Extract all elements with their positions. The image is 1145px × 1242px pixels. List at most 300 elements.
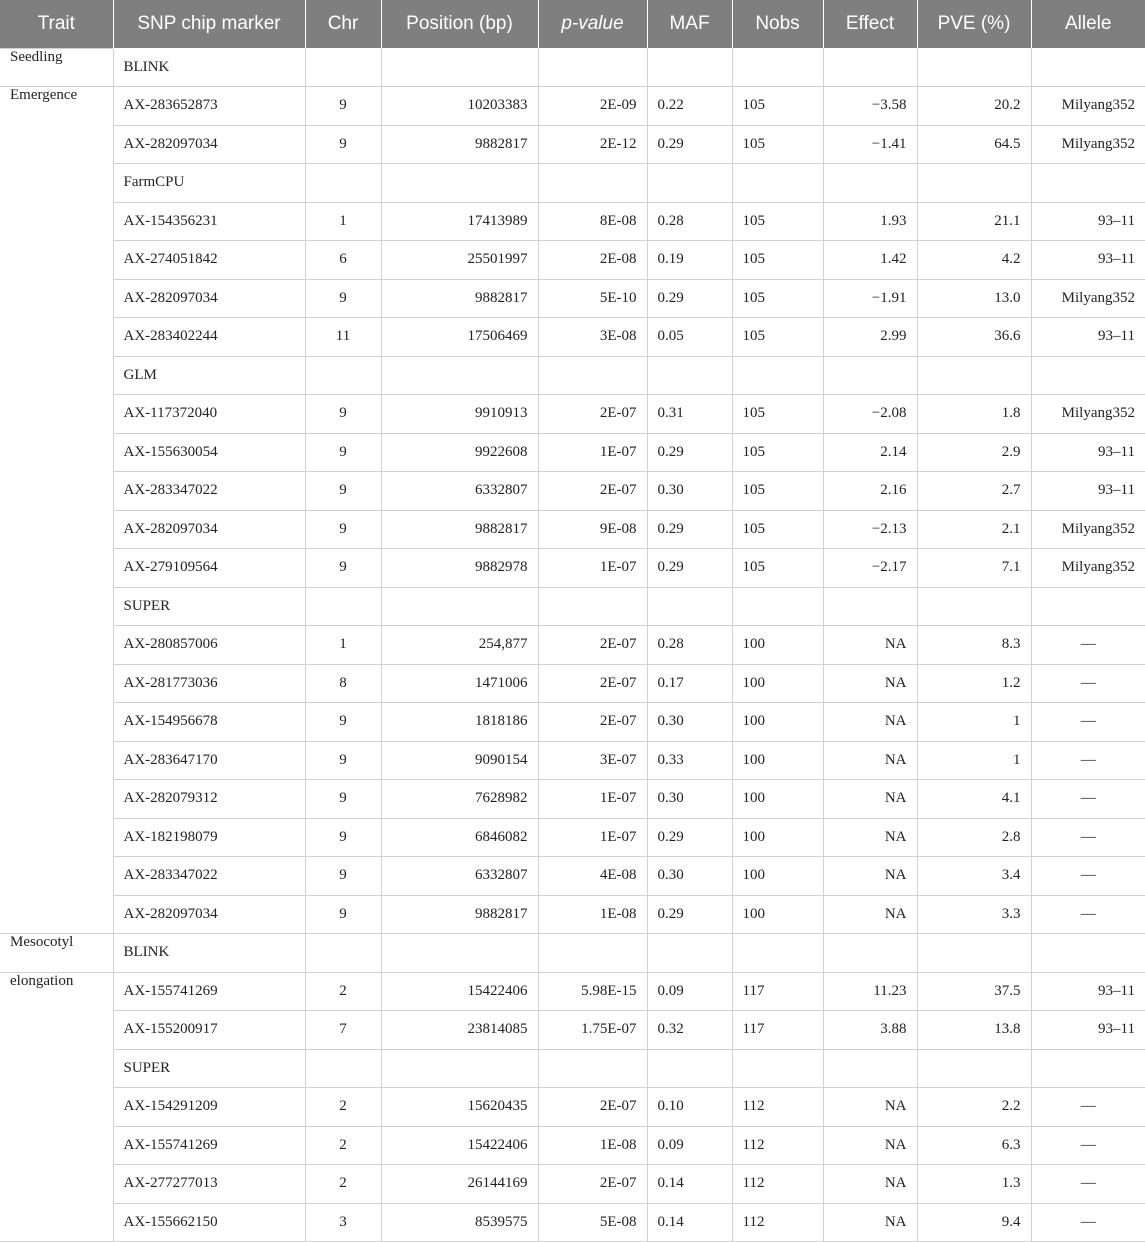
- cell-pve: 4.2: [917, 241, 1031, 280]
- cell-effect: 1.93: [823, 202, 917, 241]
- cell-pve: [917, 587, 1031, 626]
- cell-p-value: [538, 164, 647, 203]
- cell-p-value: 2E-07: [538, 395, 647, 434]
- cell-snp-marker: AX-277277013: [113, 1165, 305, 1204]
- cell-maf: 0.29: [647, 895, 732, 934]
- cell-effect: −1.41: [823, 125, 917, 164]
- cell-snp-marker: AX-283402244: [113, 318, 305, 357]
- cell-chr: 9: [305, 433, 381, 472]
- cell-p-value: 2E-07: [538, 472, 647, 511]
- cell-p-value: 5.98E-15: [538, 972, 647, 1011]
- cell-position: [381, 1049, 538, 1088]
- cell-nobs: [732, 356, 823, 395]
- cell-snp-marker: GLM: [113, 356, 305, 395]
- cell-chr: [305, 164, 381, 203]
- cell-snp-marker: AX-182198079: [113, 818, 305, 857]
- cell-nobs: 100: [732, 857, 823, 896]
- cell-pve: 2.7: [917, 472, 1031, 511]
- cell-chr: 9: [305, 510, 381, 549]
- cell-pve: 3.4: [917, 857, 1031, 896]
- cell-chr: 9: [305, 780, 381, 819]
- cell-trait: Mesocotyl: [0, 934, 113, 973]
- cell-maf: 0.30: [647, 857, 732, 896]
- cell-maf: 0.09: [647, 972, 732, 1011]
- table-row: [0, 895, 1145, 934]
- cell-pve: [917, 164, 1031, 203]
- cell-effect: 11.23: [823, 972, 917, 1011]
- cell-p-value: 1E-07: [538, 818, 647, 857]
- cell-maf: 0.29: [647, 433, 732, 472]
- cell-position: 9910913: [381, 395, 538, 434]
- cell-position: 9882817: [381, 510, 538, 549]
- cell-pve: 21.1: [917, 202, 1031, 241]
- cell-position: [381, 934, 538, 973]
- cell-position: 6332807: [381, 472, 538, 511]
- cell-chr: 9: [305, 857, 381, 896]
- table-row: [0, 1049, 1145, 1088]
- cell-nobs: 100: [732, 818, 823, 857]
- cell-p-value: 1E-07: [538, 780, 647, 819]
- cell-chr: 2: [305, 972, 381, 1011]
- cell-nobs: 105: [732, 279, 823, 318]
- cell-maf: 0.29: [647, 549, 732, 588]
- cell-trait: [0, 1049, 113, 1088]
- cell-pve: 1: [917, 741, 1031, 780]
- cell-chr: [305, 1049, 381, 1088]
- table-row: [0, 433, 1145, 472]
- cell-nobs: [732, 934, 823, 973]
- cell-effect: NA: [823, 1165, 917, 1204]
- cell-nobs: 105: [732, 202, 823, 241]
- cell-snp-marker: AX-283647170: [113, 741, 305, 780]
- cell-allele: —: [1031, 1165, 1145, 1204]
- cell-p-value: 2E-07: [538, 1088, 647, 1127]
- cell-position: 9882817: [381, 279, 538, 318]
- cell-maf: [647, 48, 732, 87]
- header-p-value: p-value: [538, 0, 647, 48]
- cell-position: 1818186: [381, 703, 538, 742]
- cell-snp-marker: AX-279109564: [113, 549, 305, 588]
- cell-trait: [0, 202, 113, 241]
- cell-chr: 9: [305, 741, 381, 780]
- cell-allele: Milyang352: [1031, 279, 1145, 318]
- cell-allele: —: [1031, 895, 1145, 934]
- cell-effect: 1.42: [823, 241, 917, 280]
- cell-position: 23814085: [381, 1011, 538, 1050]
- cell-position: 7628982: [381, 780, 538, 819]
- cell-maf: [647, 587, 732, 626]
- cell-p-value: 3E-07: [538, 741, 647, 780]
- header-snp-marker: SNP chip marker: [113, 0, 305, 48]
- cell-pve: 1: [917, 703, 1031, 742]
- cell-trait: [0, 741, 113, 780]
- table-row: [0, 1088, 1145, 1127]
- table-header: [0, 0, 1145, 48]
- cell-maf: 0.29: [647, 125, 732, 164]
- cell-snp-marker: AX-155200917: [113, 1011, 305, 1050]
- cell-allele: —: [1031, 857, 1145, 896]
- cell-pve: 8.3: [917, 626, 1031, 665]
- cell-effect: NA: [823, 703, 917, 742]
- cell-allele: —: [1031, 664, 1145, 703]
- cell-allele: [1031, 1049, 1145, 1088]
- cell-pve: 13.0: [917, 279, 1031, 318]
- cell-position: 9882817: [381, 125, 538, 164]
- cell-trait: [0, 241, 113, 280]
- cell-pve: 37.5: [917, 972, 1031, 1011]
- header-pve: PVE (%): [917, 0, 1031, 48]
- table-row: [0, 741, 1145, 780]
- cell-snp-marker: AX-274051842: [113, 241, 305, 280]
- cell-position: 9882978: [381, 549, 538, 588]
- cell-pve: 36.6: [917, 318, 1031, 357]
- cell-position: 15422406: [381, 1126, 538, 1165]
- cell-position: 1471006: [381, 664, 538, 703]
- cell-snp-marker: AX-283347022: [113, 472, 305, 511]
- cell-nobs: 105: [732, 510, 823, 549]
- cell-pve: 7.1: [917, 549, 1031, 588]
- header-maf: MAF: [647, 0, 732, 48]
- cell-effect: −3.58: [823, 87, 917, 126]
- cell-p-value: 1.75E-07: [538, 1011, 647, 1050]
- cell-pve: 64.5: [917, 125, 1031, 164]
- cell-pve: [917, 356, 1031, 395]
- cell-allele: Milyang352: [1031, 87, 1145, 126]
- cell-effect: [823, 164, 917, 203]
- cell-chr: [305, 48, 381, 87]
- cell-position: 15422406: [381, 972, 538, 1011]
- cell-trait: [0, 549, 113, 588]
- cell-nobs: 105: [732, 241, 823, 280]
- cell-allele: Milyang352: [1031, 395, 1145, 434]
- cell-allele: 93–11: [1031, 241, 1145, 280]
- cell-p-value: 2E-07: [538, 626, 647, 665]
- cell-position: 8539575: [381, 1203, 538, 1242]
- cell-effect: 2.99: [823, 318, 917, 357]
- table-row: [0, 125, 1145, 164]
- cell-nobs: 105: [732, 549, 823, 588]
- table-row: [0, 972, 1145, 1011]
- cell-nobs: 100: [732, 664, 823, 703]
- cell-maf: 0.31: [647, 395, 732, 434]
- cell-nobs: 112: [732, 1165, 823, 1204]
- cell-allele: Milyang352: [1031, 549, 1145, 588]
- cell-snp-marker: AX-154356231: [113, 202, 305, 241]
- cell-effect: 2.16: [823, 472, 917, 511]
- cell-effect: NA: [823, 626, 917, 665]
- cell-p-value: [538, 1049, 647, 1088]
- cell-position: [381, 587, 538, 626]
- cell-p-value: 5E-10: [538, 279, 647, 318]
- table-row: [0, 1011, 1145, 1050]
- cell-trait: elongation: [0, 972, 113, 1011]
- table-row: [0, 780, 1145, 819]
- cell-chr: [305, 587, 381, 626]
- cell-trait: [0, 1088, 113, 1127]
- cell-snp-marker: AX-282097034: [113, 510, 305, 549]
- cell-allele: —: [1031, 780, 1145, 819]
- cell-maf: 0.05: [647, 318, 732, 357]
- cell-trait: [0, 318, 113, 357]
- cell-trait: [0, 395, 113, 434]
- table-row: [0, 626, 1145, 665]
- cell-snp-marker: AX-282097034: [113, 125, 305, 164]
- cell-maf: 0.28: [647, 202, 732, 241]
- cell-allele: 93–11: [1031, 433, 1145, 472]
- cell-snp-marker: AX-154956678: [113, 703, 305, 742]
- cell-effect: NA: [823, 895, 917, 934]
- cell-trait: [0, 703, 113, 742]
- cell-pve: 2.8: [917, 818, 1031, 857]
- cell-effect: −2.08: [823, 395, 917, 434]
- cell-position: 17506469: [381, 318, 538, 357]
- cell-maf: 0.30: [647, 780, 732, 819]
- table-row: [0, 818, 1145, 857]
- cell-snp-marker: SUPER: [113, 1049, 305, 1088]
- cell-allele: —: [1031, 1126, 1145, 1165]
- cell-trait: [0, 626, 113, 665]
- cell-p-value: 2E-07: [538, 703, 647, 742]
- cell-snp-marker: AX-281773036: [113, 664, 305, 703]
- cell-maf: 0.22: [647, 87, 732, 126]
- cell-nobs: 100: [732, 895, 823, 934]
- cell-position: [381, 356, 538, 395]
- cell-nobs: [732, 1049, 823, 1088]
- table-row: [0, 510, 1145, 549]
- cell-snp-marker: AX-282097034: [113, 895, 305, 934]
- cell-effect: 3.88: [823, 1011, 917, 1050]
- table-row: [0, 279, 1145, 318]
- header-position: Position (bp): [381, 0, 538, 48]
- cell-allele: Milyang352: [1031, 510, 1145, 549]
- table-row: [0, 318, 1145, 357]
- cell-allele: [1031, 48, 1145, 87]
- cell-nobs: 105: [732, 87, 823, 126]
- cell-maf: 0.30: [647, 703, 732, 742]
- cell-trait: [0, 1126, 113, 1165]
- cell-allele: 93–11: [1031, 318, 1145, 357]
- table-row: [0, 587, 1145, 626]
- cell-position: 254,877: [381, 626, 538, 665]
- cell-trait: [0, 1011, 113, 1050]
- table-row: [0, 857, 1145, 896]
- cell-effect: −2.17: [823, 549, 917, 588]
- cell-snp-marker: BLINK: [113, 934, 305, 973]
- cell-nobs: 100: [732, 741, 823, 780]
- cell-allele: 93–11: [1031, 972, 1145, 1011]
- table-row: [0, 395, 1145, 434]
- table-row: [0, 356, 1145, 395]
- cell-chr: 9: [305, 472, 381, 511]
- cell-maf: 0.29: [647, 510, 732, 549]
- cell-nobs: 105: [732, 433, 823, 472]
- cell-allele: —: [1031, 1203, 1145, 1242]
- cell-effect: [823, 356, 917, 395]
- cell-snp-marker: AX-117372040: [113, 395, 305, 434]
- cell-trait: Emergence: [0, 87, 113, 126]
- cell-allele: Milyang352: [1031, 125, 1145, 164]
- cell-effect: [823, 48, 917, 87]
- cell-pve: 13.8: [917, 1011, 1031, 1050]
- cell-p-value: 2E-07: [538, 664, 647, 703]
- table-row: [0, 1126, 1145, 1165]
- table-row: [0, 472, 1145, 511]
- cell-pve: 3.3: [917, 895, 1031, 934]
- cell-p-value: [538, 356, 647, 395]
- cell-maf: 0.29: [647, 279, 732, 318]
- cell-p-value: [538, 587, 647, 626]
- cell-pve: 1.2: [917, 664, 1031, 703]
- cell-trait: [0, 356, 113, 395]
- cell-p-value: 2E-07: [538, 1165, 647, 1204]
- cell-effect: −2.13: [823, 510, 917, 549]
- cell-nobs: 112: [732, 1203, 823, 1242]
- cell-allele: 93–11: [1031, 1011, 1145, 1050]
- cell-trait: [0, 587, 113, 626]
- cell-allele: 93–11: [1031, 202, 1145, 241]
- header-chr: Chr: [305, 0, 381, 48]
- cell-effect: [823, 1049, 917, 1088]
- cell-nobs: 105: [732, 125, 823, 164]
- header-trait: Trait: [37, 12, 75, 34]
- cell-effect: NA: [823, 1126, 917, 1165]
- cell-position: 17413989: [381, 202, 538, 241]
- cell-snp-marker: AX-155630054: [113, 433, 305, 472]
- cell-trait: [0, 472, 113, 511]
- cell-trait: [0, 857, 113, 896]
- cell-effect: NA: [823, 818, 917, 857]
- cell-position: [381, 164, 538, 203]
- header-effect: Effect: [823, 0, 917, 48]
- cell-allele: —: [1031, 1088, 1145, 1127]
- cell-chr: 9: [305, 279, 381, 318]
- cell-p-value: 2E-09: [538, 87, 647, 126]
- cell-snp-marker: AX-155662150: [113, 1203, 305, 1242]
- cell-effect: [823, 934, 917, 973]
- cell-allele: —: [1031, 703, 1145, 742]
- cell-position: 9882817: [381, 895, 538, 934]
- cell-nobs: 112: [732, 1088, 823, 1127]
- cell-nobs: 100: [732, 703, 823, 742]
- cell-chr: 2: [305, 1126, 381, 1165]
- cell-chr: 6: [305, 241, 381, 280]
- cell-chr: 9: [305, 87, 381, 126]
- cell-snp-marker: AX-283652873: [113, 87, 305, 126]
- cell-maf: 0.17: [647, 664, 732, 703]
- cell-snp-marker: BLINK: [113, 48, 305, 87]
- table-row: [0, 241, 1145, 280]
- cell-chr: 11: [305, 318, 381, 357]
- cell-trait: Seedling: [0, 48, 113, 87]
- cell-allele: —: [1031, 741, 1145, 780]
- cell-nobs: [732, 164, 823, 203]
- cell-snp-marker: AX-280857006: [113, 626, 305, 665]
- cell-effect: NA: [823, 741, 917, 780]
- cell-snp-marker: AX-282097034: [113, 279, 305, 318]
- cell-pve: 20.2: [917, 87, 1031, 126]
- cell-p-value: 1E-07: [538, 549, 647, 588]
- cell-trait: [0, 780, 113, 819]
- cell-snp-marker: AX-282079312: [113, 780, 305, 819]
- cell-maf: 0.28: [647, 626, 732, 665]
- cell-effect: 2.14: [823, 433, 917, 472]
- cell-p-value: 2E-12: [538, 125, 647, 164]
- cell-nobs: [732, 48, 823, 87]
- cell-allele: 93–11: [1031, 472, 1145, 511]
- cell-trait: [0, 1165, 113, 1204]
- cell-chr: 1: [305, 202, 381, 241]
- cell-trait: [0, 125, 113, 164]
- cell-position: 6332807: [381, 857, 538, 896]
- cell-nobs: 100: [732, 626, 823, 665]
- cell-maf: [647, 356, 732, 395]
- cell-pve: [917, 48, 1031, 87]
- table-row: [0, 664, 1145, 703]
- cell-maf: 0.29: [647, 818, 732, 857]
- header-allele: Allele: [1031, 0, 1145, 48]
- cell-position: [381, 48, 538, 87]
- cell-p-value: 4E-08: [538, 857, 647, 896]
- cell-effect: −1.91: [823, 279, 917, 318]
- cell-nobs: 117: [732, 1011, 823, 1050]
- cell-snp-marker: FarmCPU: [113, 164, 305, 203]
- cell-pve: 9.4: [917, 1203, 1031, 1242]
- cell-effect: NA: [823, 664, 917, 703]
- cell-pve: 2.2: [917, 1088, 1031, 1127]
- table-row: [0, 1165, 1145, 1204]
- cell-allele: —: [1031, 818, 1145, 857]
- cell-chr: [305, 934, 381, 973]
- cell-nobs: [732, 587, 823, 626]
- cell-snp-marker: AX-155741269: [113, 972, 305, 1011]
- cell-allele: —: [1031, 626, 1145, 665]
- cell-p-value: 1E-08: [538, 895, 647, 934]
- cell-p-value: 2E-08: [538, 241, 647, 280]
- table-row: [0, 1203, 1145, 1242]
- cell-allele: [1031, 356, 1145, 395]
- cell-pve: 1.3: [917, 1165, 1031, 1204]
- cell-nobs: 112: [732, 1126, 823, 1165]
- header-row: [0, 0, 1145, 48]
- cell-chr: 9: [305, 703, 381, 742]
- cell-trait: [0, 664, 113, 703]
- cell-pve: [917, 1049, 1031, 1088]
- cell-position: 9922608: [381, 433, 538, 472]
- table-row: [0, 164, 1145, 203]
- cell-pve: 6.3: [917, 1126, 1031, 1165]
- table-row: [0, 87, 1145, 126]
- cell-snp-marker: SUPER: [113, 587, 305, 626]
- cell-p-value: [538, 48, 647, 87]
- cell-p-value: [538, 934, 647, 973]
- cell-maf: 0.33: [647, 741, 732, 780]
- cell-maf: 0.19: [647, 241, 732, 280]
- cell-allele: [1031, 934, 1145, 973]
- cell-trait: [0, 1203, 113, 1242]
- cell-chr: 2: [305, 1088, 381, 1127]
- cell-p-value: 9E-08: [538, 510, 647, 549]
- cell-p-value: 5E-08: [538, 1203, 647, 1242]
- cell-chr: 9: [305, 895, 381, 934]
- cell-p-value: 8E-08: [538, 202, 647, 241]
- cell-maf: 0.30: [647, 472, 732, 511]
- cell-trait: [0, 164, 113, 203]
- cell-maf: 0.14: [647, 1203, 732, 1242]
- cell-chr: 9: [305, 818, 381, 857]
- cell-position: 15620435: [381, 1088, 538, 1127]
- table-row: [0, 48, 1145, 87]
- cell-position: 6846082: [381, 818, 538, 857]
